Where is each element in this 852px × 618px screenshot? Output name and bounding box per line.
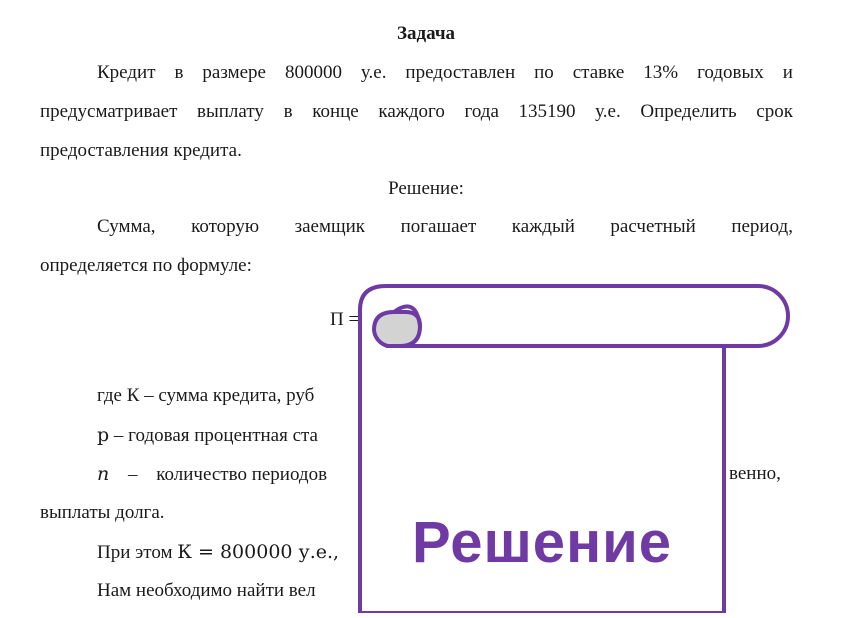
- word: предусматривает: [40, 101, 178, 122]
- word: годовых: [697, 62, 764, 83]
- given-prefix: При этом: [97, 542, 178, 563]
- word: в: [283, 101, 293, 122]
- scroll-curl: [374, 312, 420, 346]
- where-k-line: где К – сумма кредита, руб: [97, 385, 315, 406]
- formula-start: П =: [330, 309, 360, 330]
- word: по: [534, 62, 554, 83]
- p-description: – годовая процентная ста: [109, 425, 318, 446]
- word: ставке: [572, 62, 625, 83]
- n-definition-line: n – количество периодов: [97, 463, 328, 485]
- solution-line-2: определяется по формуле:: [40, 255, 252, 276]
- word: выплату: [197, 101, 264, 122]
- word: у.е.: [595, 101, 621, 122]
- word: и: [782, 62, 793, 83]
- word: расчетный: [610, 216, 696, 237]
- word: Кредит: [97, 62, 156, 83]
- word: предоставлен: [405, 62, 516, 83]
- word: Сумма,: [97, 216, 156, 237]
- word: каждого: [378, 101, 445, 122]
- solution-heading: Решение:: [388, 178, 464, 199]
- problem-line-3: предоставления кредита.: [40, 140, 242, 161]
- word: погашает: [400, 216, 477, 237]
- p-symbol: p: [97, 424, 110, 446]
- word: 135190: [518, 101, 576, 122]
- word: Определить: [640, 101, 737, 122]
- word: каждый: [511, 216, 575, 237]
- word: 13%: [643, 62, 679, 83]
- n-description: количество периодов: [156, 464, 328, 485]
- word: конце: [312, 101, 359, 122]
- n-definition-line-2: выплаты долга.: [40, 502, 165, 523]
- banner-label: Решение: [411, 510, 673, 575]
- word: период,: [731, 216, 793, 237]
- document-title: Задача: [396, 23, 456, 44]
- word: размере: [202, 62, 266, 83]
- word: у.е.: [360, 62, 387, 83]
- word: срок: [756, 101, 793, 122]
- word: которую: [191, 216, 260, 237]
- word: в: [174, 62, 184, 83]
- n-symbol: n: [97, 463, 110, 485]
- word: заемщик: [294, 216, 366, 237]
- n-definition-end: венно,: [729, 463, 781, 484]
- word: года: [464, 101, 499, 122]
- need-find-line: Нам необходимо найти вел: [97, 580, 316, 601]
- given-math: К = 800000 у.е.,: [177, 541, 340, 563]
- word: 800000: [284, 62, 342, 83]
